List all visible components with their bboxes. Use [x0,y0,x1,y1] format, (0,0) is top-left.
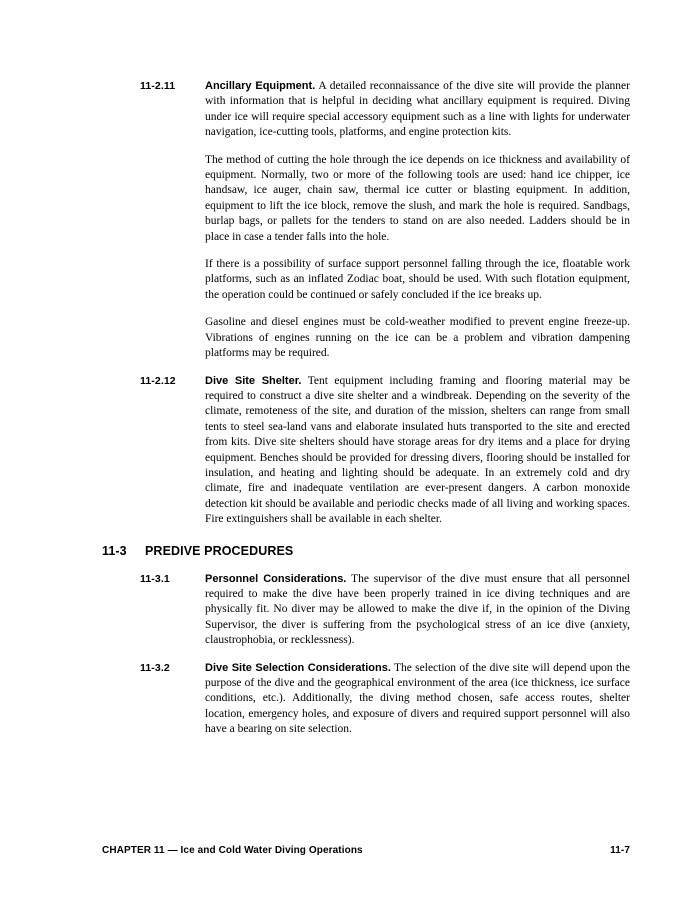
paragraph-text: A detailed reconnaissance of the dive site will provide the planner with information that is helpful in deciding what ancillary equipment is required. Diving under ice will require special accessory equipment such as a line with lights for underwater navigation, ice-cutting tools, platforms, and engine protection kits. [205,80,630,139]
section-11-3-1 [140,572,630,661]
section-11-2-11 [140,79,630,374]
page-footer [102,845,630,856]
paragraph [205,374,630,528]
section-body [205,572,630,661]
paragraph-title: Personnel Considerations. [205,572,347,585]
paragraph: If there is a possibility of surface support personnel falling through the ice, floatable work platforms, such as an inflated Zodiac boat, should be used. With such flotation equipment, the operation could be continued or safely concluded if the ice breaks up. [205,258,630,301]
paragraph-text: The selection of the dive site will depend upon the purpose of the dive and the geographical environment of the area (ice thickness, ice surface conditions, etc.). Additionally, the diving method chosen, safe access routes, shelter location, emergency holes, and exposure of divers and required support personnel will also have a bearing on site selection. [205,661,630,736]
section-11-3-2 [140,661,630,750]
footer-page-number: 11-7 [610,845,630,856]
paragraph-title: Ancillary Equipment. [205,80,316,92]
section-body [205,374,630,540]
paragraph: The method of cutting the hole through the ice depends on ice thickness and availability of equipment. Normally, two or more of the following tools are used: hand ice chipper, ice handsaw, ice auger, chain saw, thermal ice cutter or blasting equipment. In addition, equipment to lift the ice block, remove the slush, and mark the hole is required. Sandbags, burlap bags, or pallets for the tenders to stand on are also needed. Ladders should be in place in case a tender falls into the hole. [205,153,630,243]
paragraph-number: 11-3.1 [140,572,170,585]
paragraph-number: 11-2.12 [140,374,176,387]
paragraph-text: Tent equipment including framing and flooring material may be required to construct a dive site shelter and a windbreak. Depending on the severity of the climate, remoteness of the site, and duration of the mission, shelters can range from small tents to steel sea-land vans and elaborate insulated huts transported to the site and erected from kits. Dive site shelters should have storage areas for dry items and a place for drying equipment. Benches should be provided for dressing divers, flooring should be installed for insulation, and heating and lighting should be adequate. In an extremely cold and dry climate, fire and inadequate ventilation are ever-present dangers. A carbon monoxide detection kit should be available and periodic checks made of all living and working spaces. Fire extinguishers shall be available in each shelter. [205,374,631,526]
section-body [205,79,630,374]
paragraph-title: Dive Site Shelter. [205,374,302,387]
paragraph: Gasoline and diesel engines must be cold-weather modified to prevent engine freeze-up. Vibrations of engines running on the ice can be a problem and vibration dampening platforms may be required. [205,316,630,360]
heading-title: PREDIVE PROCEDURES [145,543,294,558]
paragraph-title: Dive Site Selection Considerations. [205,661,391,674]
heading-number: 11-3 [102,543,127,558]
paragraph [205,572,630,649]
paragraph-number: 11-2.11 [140,80,176,92]
paragraph-text: The supervisor of the dive must ensure that all personnel required to make the dive have been properly trained in ice diving techniques and are physically fit. No diver may be allowed to make the dive if, in the opinion of the Diving Supervisor, the diver is suffering from the psychological stress of an ice dive (anxiety, claustrophobia, or recklessness). [205,572,630,647]
section-body [205,661,630,750]
paragraph [205,79,630,141]
footer-chapter-title: CHAPTER 11 — Ice and Cold Water Diving Operations [102,845,363,856]
paragraph [205,661,630,738]
page-content [102,79,630,750]
section-heading-11-3 [102,544,630,558]
paragraph-number: 11-3.2 [140,661,170,674]
section-11-2-12 [140,374,630,540]
